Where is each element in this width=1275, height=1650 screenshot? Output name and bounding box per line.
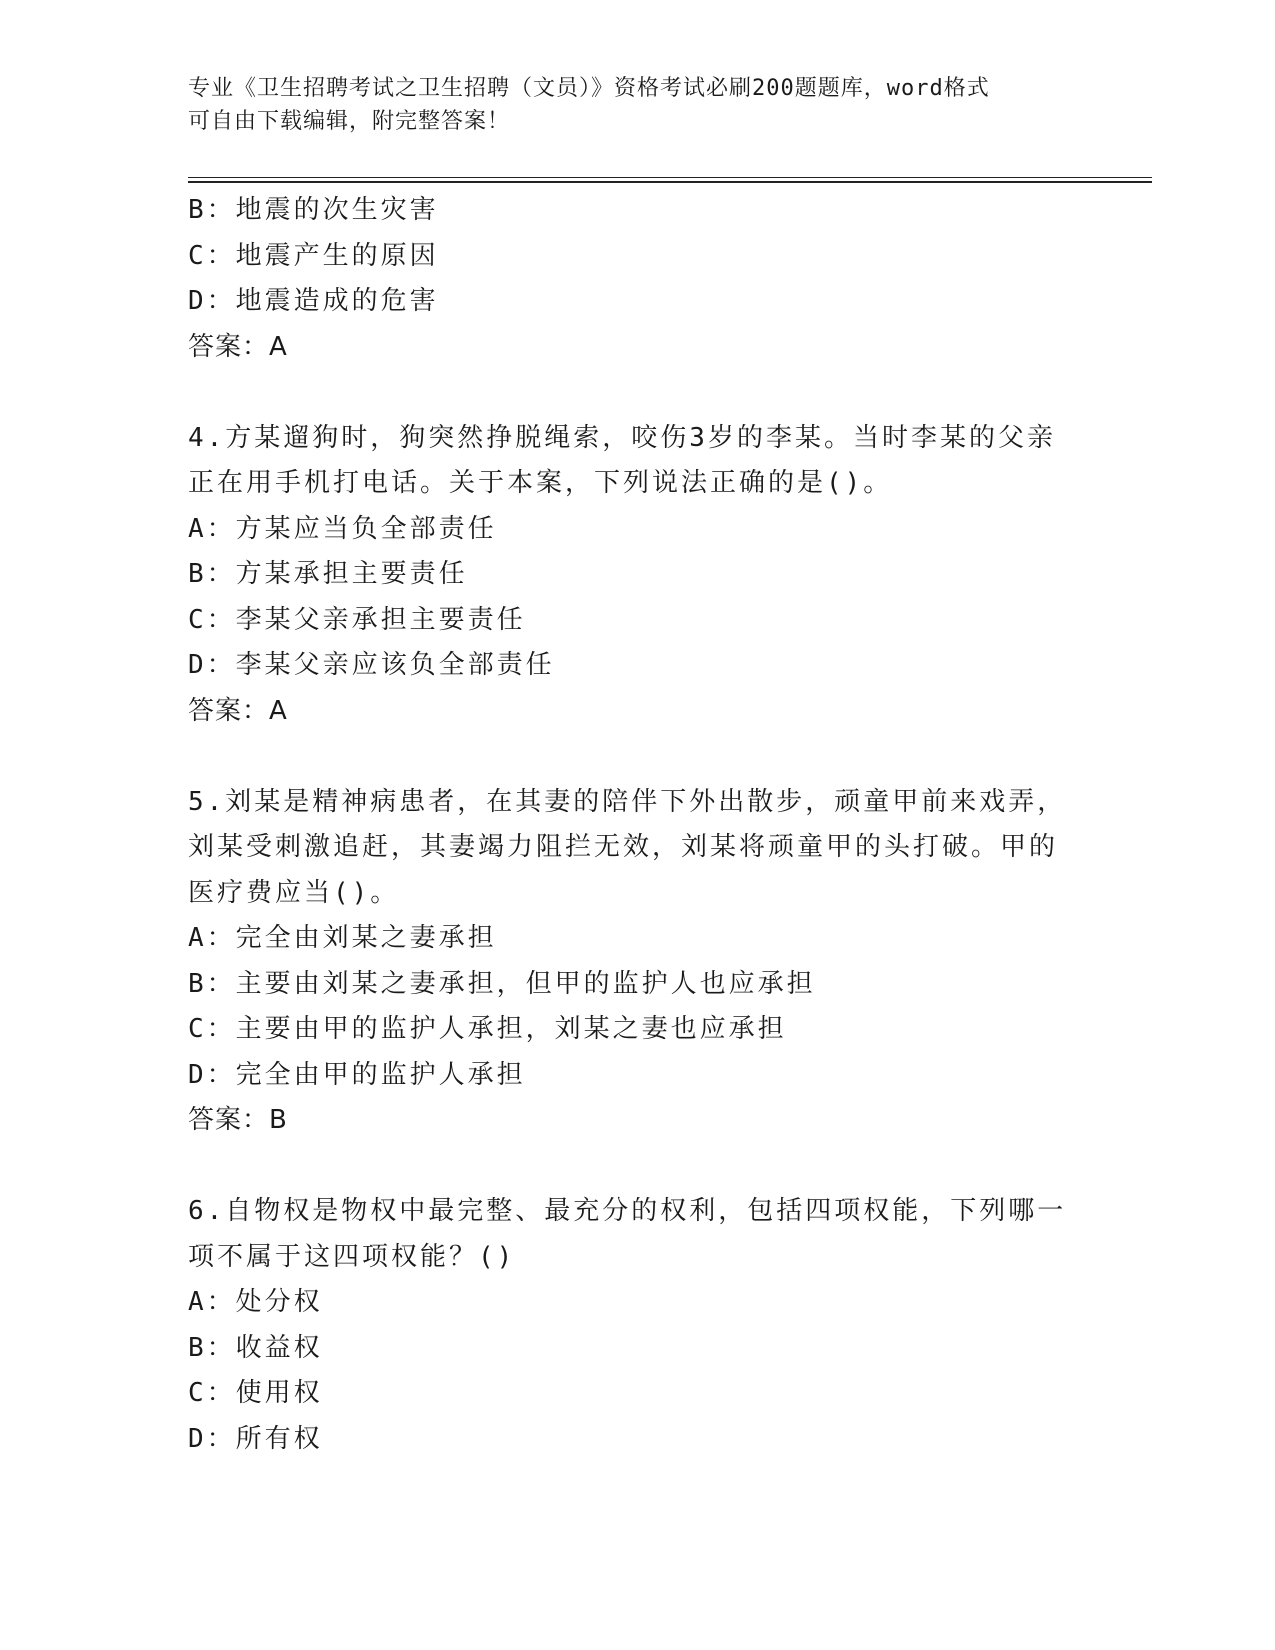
spacer bbox=[188, 734, 1088, 780]
question-3 bbox=[188, 188, 1088, 370]
option-c: C：地震产生的原因 bbox=[188, 240, 439, 271]
question-text-line: 6.自物权是物权中最完整、最充分的权利，包括四项权能，下列哪一 bbox=[188, 1196, 1067, 1226]
question-text-line: 项不属于这四项权能？() bbox=[188, 1241, 516, 1272]
option-c: C：李某父亲承担主要责任 bbox=[188, 604, 526, 635]
header-title-line-1: 专业《卫生招聘考试之卫生招聘（文员）》资格考试必刷200题题库，word格式 bbox=[188, 76, 990, 101]
option-a: A：处分权 bbox=[188, 1287, 323, 1317]
answer-line: 答案：A bbox=[188, 695, 288, 726]
question-text-line: 医疗费应当()。 bbox=[188, 877, 400, 908]
option-c: C：主要由甲的监护人承担，刘某之妻也应承担 bbox=[188, 1014, 787, 1044]
option-c: C：使用权 bbox=[188, 1378, 323, 1408]
option-d: D：所有权 bbox=[188, 1423, 323, 1454]
option-b: B：地震的次生灾害 bbox=[188, 195, 439, 225]
question-5 bbox=[188, 780, 1088, 1144]
document-header bbox=[188, 72, 1068, 138]
spacer bbox=[188, 370, 1088, 416]
question-text-line: 5.刘某是精神病患者，在其妻的陪伴下外出散步，顽童甲前来戏弄， bbox=[188, 786, 1067, 817]
option-d: D：地震造成的危害 bbox=[188, 286, 439, 316]
question-6 bbox=[188, 1189, 1088, 1462]
question-text-line: 4.方某遛狗时，狗突然挣脱绳索，咬伤3岁的李某。当时李某的父亲 bbox=[188, 422, 1056, 453]
option-d: D：完全由甲的监护人承担 bbox=[188, 1059, 526, 1090]
header-title-line-2: 可自由下载编辑，附完整答案！ bbox=[188, 109, 511, 134]
option-d: D：李某父亲应该负全部责任 bbox=[188, 650, 555, 680]
spacer bbox=[188, 1144, 1088, 1190]
option-b: B：主要由刘某之妻承担，但甲的监护人也应承担 bbox=[188, 968, 816, 999]
header-divider bbox=[188, 177, 1152, 183]
question-list bbox=[188, 188, 1088, 1462]
question-text-line: 正在用手机打电话。关于本案，下列说法正确的是()。 bbox=[188, 468, 893, 498]
answer-line: 答案：B bbox=[188, 1105, 288, 1135]
option-b: B：收益权 bbox=[188, 1332, 323, 1363]
option-b: B：方某承担主要责任 bbox=[188, 559, 468, 589]
option-a: A：完全由刘某之妻承担 bbox=[188, 923, 497, 953]
answer-line: 答案：A bbox=[188, 331, 288, 362]
question-text-line: 刘某受刺激追赶，其妻竭力阻拦无效，刘某将顽童甲的头打破。甲的 bbox=[188, 832, 1059, 862]
option-a: A：方某应当负全部责任 bbox=[188, 513, 497, 544]
question-4 bbox=[188, 416, 1088, 735]
